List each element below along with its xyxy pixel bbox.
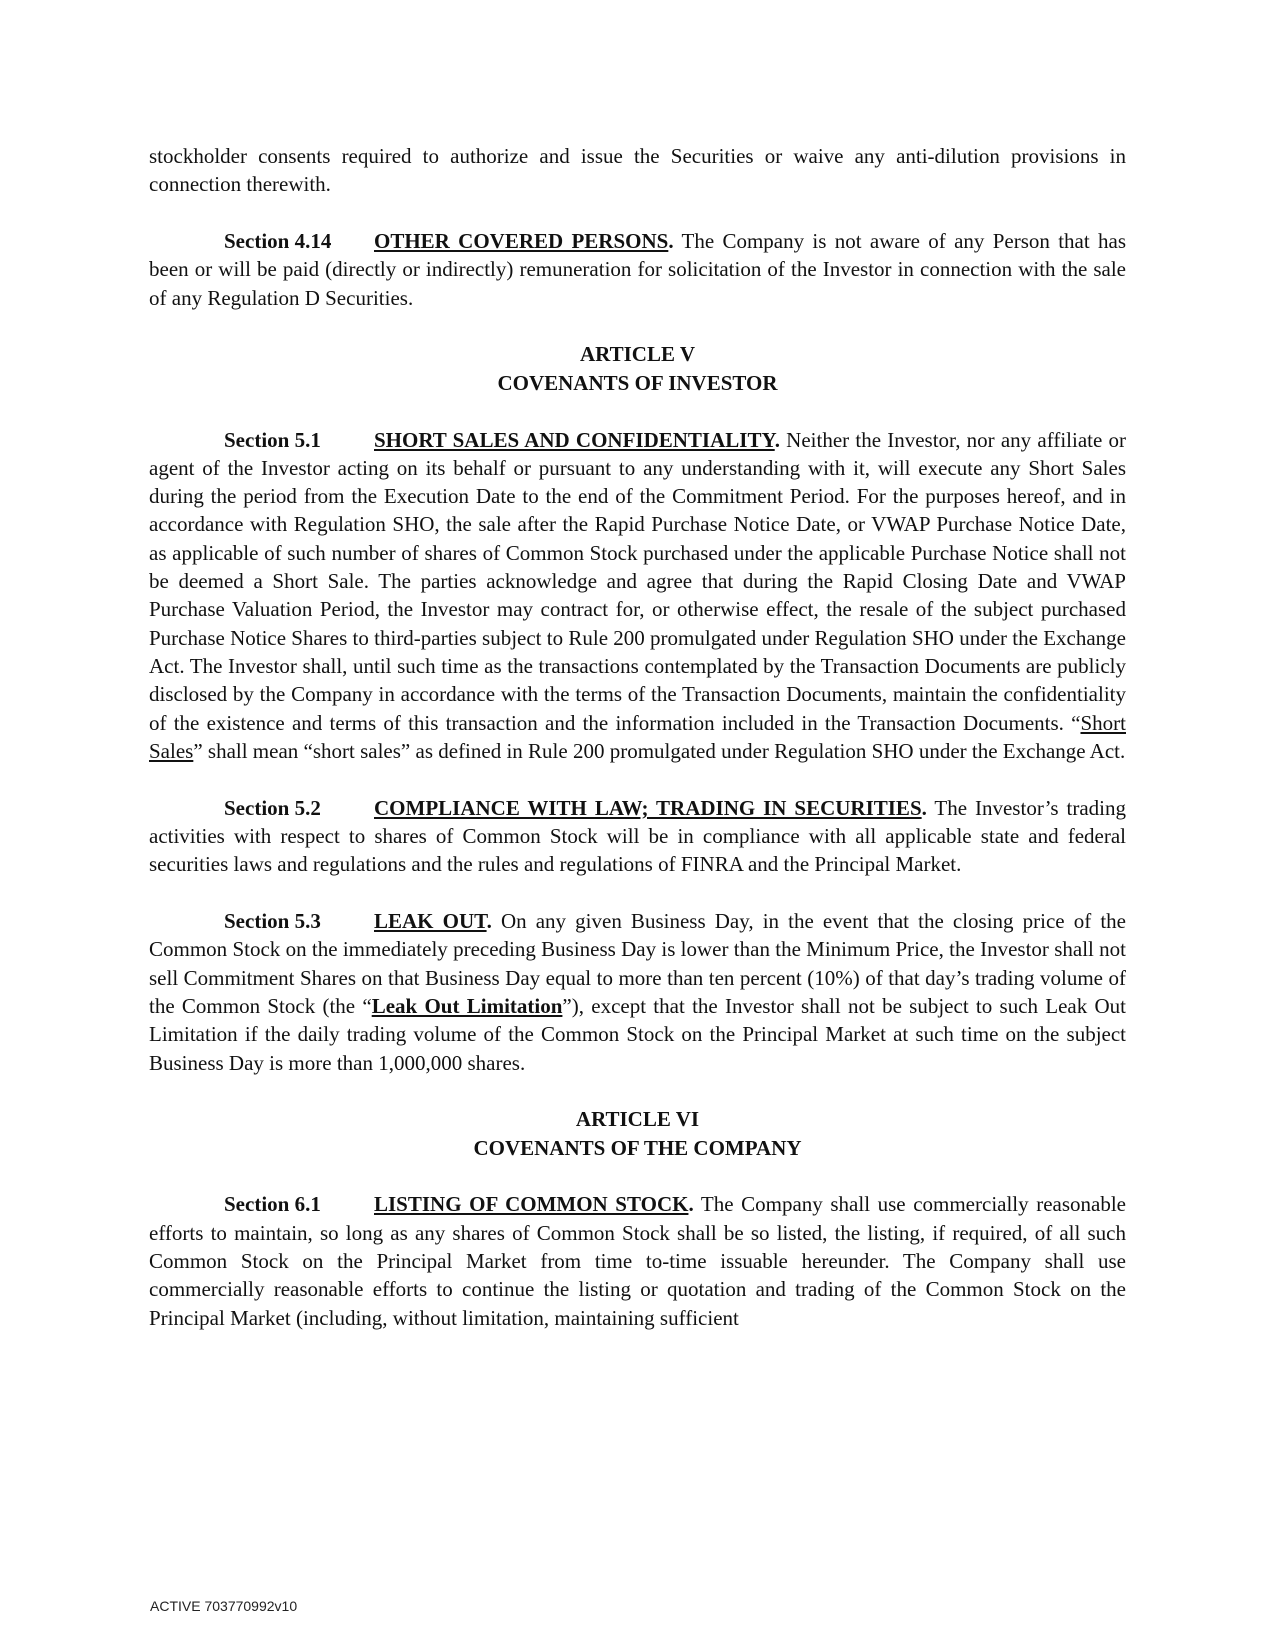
- section-number: Section 4.14: [224, 229, 332, 254]
- article-label: ARTICLE V: [580, 342, 695, 367]
- section-title: SHORT SALES AND CONFIDENTIALITY: [374, 427, 775, 452]
- section-title: OTHER COVERED PERSONS: [374, 229, 669, 254]
- section-body-part2: ” shall mean “short sales” as defined in Rule 200 promulgated under Regulation SHO under the Exchange Act.: [193, 738, 1126, 763]
- section-number: Section 5.2: [224, 795, 321, 820]
- footer-doc-id: ACTIVE 703770992v10: [150, 1598, 298, 1614]
- article-6-heading: [149, 1105, 1126, 1162]
- section-number: Section 5.1: [224, 427, 321, 452]
- section-title: LISTING OF COMMON STOCK: [374, 1192, 689, 1217]
- article-title: COVENANTS OF THE COMPANY: [473, 1135, 802, 1160]
- section-body-part1: Neither the Investor, nor any affiliate or agent of the Investor acting on its behalf or pursuant to any understanding with it, will execute any Short Sales during the period from the Execution Date to the end of the Commitment Period. For the purposes hereof, and in accordance with Regulation SHO, the sale after the Rapid Purchase Notice Date, or VWAP Purchase Notice Date, as applicable of such number of shares of Common Stock purchased under the applicable Purchase Notice shall not be deemed a Short Sale. The parties acknowledge and agree that during the Rapid Closing Date and VWAP Purchase Valuation Period, the Investor may contract for, or otherwise effect, the resale of the subject purchased Purchase Notice Shares to third-parties subject to Rule 200 promulgated under Regulation SHO under the Exchange Act. The Investor shall, until such time as the transactions contemplated by the Transaction Documents are publicly disclosed by the Company in accordance with the terms of the Transaction Documents, maintain the confidentiality of the existence and terms of this transaction and the information included in the Transaction Documents. “: [149, 427, 1127, 735]
- defined-term: Leak Out Limitation: [371, 993, 563, 1018]
- section-6-1: Section 6.1 LISTING OF COMMON STOCK. The Company shall use commercially reasonable efforts to maintain, so long as any shares of Common Stock shall be so listed, the listing, if required, of all such Common Stock on the Principal Market from time to-time issuable hereunder. The Company shall use commercially reasonable efforts to continue the listing or quotation and trading of the Common Stock on the Principal Market (including, without limitation, maintaining sufficient: [149, 1192, 1127, 1330]
- section-body-part2: ”), except that the Investor shall not be subject to such Leak Out Limitation if the daily trading volume of the Common Stock on the Principal Market at such time on the subject Business Day is more than 1,000,000 shares.: [149, 993, 1127, 1075]
- article-label: ARTICLE VI: [575, 1107, 700, 1132]
- section-body: The Investor’s trading activities with respect to shares of Common Stock will be in compliance with all applicable state and federal securities laws and regulations and the rules and regulations of FINRA and the Principal Market.: [149, 795, 1127, 877]
- section-body-part1: On any given Business Day, in the event that the closing price of the Common Stock on the immediately preceding Business Day is lower than the Minimum Price, the Investor shall not sell Commitment Shares on that Business Day equal to more than ten percent (10%) of that day’s trading volume of the Common Stock (the “: [149, 909, 1126, 1018]
- section-4-14: Section 4.14 OTHER COVERED PERSONS. The Company is not aware of any Person that has been or will be paid (directly or indirectly) remuneration for solicitation of the Investor in connection with the sale of any Regulation D Securities.: [149, 229, 1126, 310]
- article-title: COVENANTS OF INVESTOR: [497, 370, 778, 395]
- section-title: LEAK OUT: [374, 909, 487, 934]
- article-5-heading: [149, 340, 1126, 397]
- document-body: [149, 142, 1126, 1360]
- section-5-3: Section 5.3 LEAK OUT. On any given Business Day, in the event that the closing price of the Common Stock on the immediately preceding Business Day is lower than the Minimum Price, the Investor shall not sell Commitment Shares on that Business Day equal to more than ten percent (10%) of that day’s trading volume of the Common Stock (the “Leak Out Limitation”), except that the Investor shall not be subject to such Leak Out Limitation if the daily trading volume of the Common Stock on the Principal Market at such time on the subject Business Day is more than 1,000,000 shares.: [149, 909, 1127, 1075]
- intro-paragraph: stockholder consents required to authorize and issue the Securities or waive any anti-dilution provisions in connection therewith.: [149, 144, 1126, 197]
- defined-term: Short Sales: [149, 710, 1126, 763]
- section-title: COMPLIANCE WITH LAW; TRADING IN SECURITIES: [374, 795, 922, 820]
- section-body: The Company is not aware of any Person that has been or will be paid (directly or indirectly) remuneration for solicitation of the Investor in connection with the sale of any Regulation D Securities.: [149, 229, 1126, 310]
- section-number: Section 6.1: [224, 1192, 321, 1217]
- section-5-2: Section 5.2 COMPLIANCE WITH LAW; TRADING IN SECURITIES. The Investor’s trading activities with respect to shares of Common Stock will be in compliance with all applicable state and federal securities laws and regulations and the rules and regulations of FINRA and the Principal Market.: [149, 795, 1127, 877]
- section-5-1: Section 5.1 SHORT SALES AND CONFIDENTIALITY. Neither the Investor, nor any affiliate or agent of the Investor acting on its behalf or pursuant to any understanding with it, will execute any Short Sales during the period from the Execution Date to the end of the Commitment Period. For the purposes hereof, and in accordance with Regulation SHO, the sale after the Rapid Purchase Notice Date, or VWAP Purchase Notice Date, as applicable of such number of shares of Common Stock purchased under the applicable Purchase Notice shall not be deemed a Short Sale. The parties acknowledge and agree that during the Rapid Closing Date and VWAP Purchase Valuation Period, the Investor may contract for, or otherwise effect, the resale of the subject purchased Purchase Notice Shares to third-parties subject to Rule 200 promulgated under Regulation SHO under the Exchange Act. The Investor shall, until such time as the transactions contemplated by the Transaction Documents are publicly disclosed by the Company in accordance with the terms of the Transaction Documents, maintain the confidentiality of the existence and terms of this transaction and the information included in the Transaction Documents. “Short Sales” shall mean “short sales” as defined in Rule 200 promulgated under Regulation SHO under the Exchange Act.: [149, 427, 1127, 763]
- section-body: The Company shall use commercially reasonable efforts to maintain, so long as any shares of Common Stock shall be so listed, the listing, if required, of all such Common Stock on the Principal Market from time to-time issuable hereunder. The Company shall use commercially reasonable efforts to continue the listing or quotation and trading of the Common Stock on the Principal Market (including, without limitation, maintaining sufficient: [149, 1192, 1127, 1330]
- section-number: Section 5.3: [224, 909, 321, 934]
